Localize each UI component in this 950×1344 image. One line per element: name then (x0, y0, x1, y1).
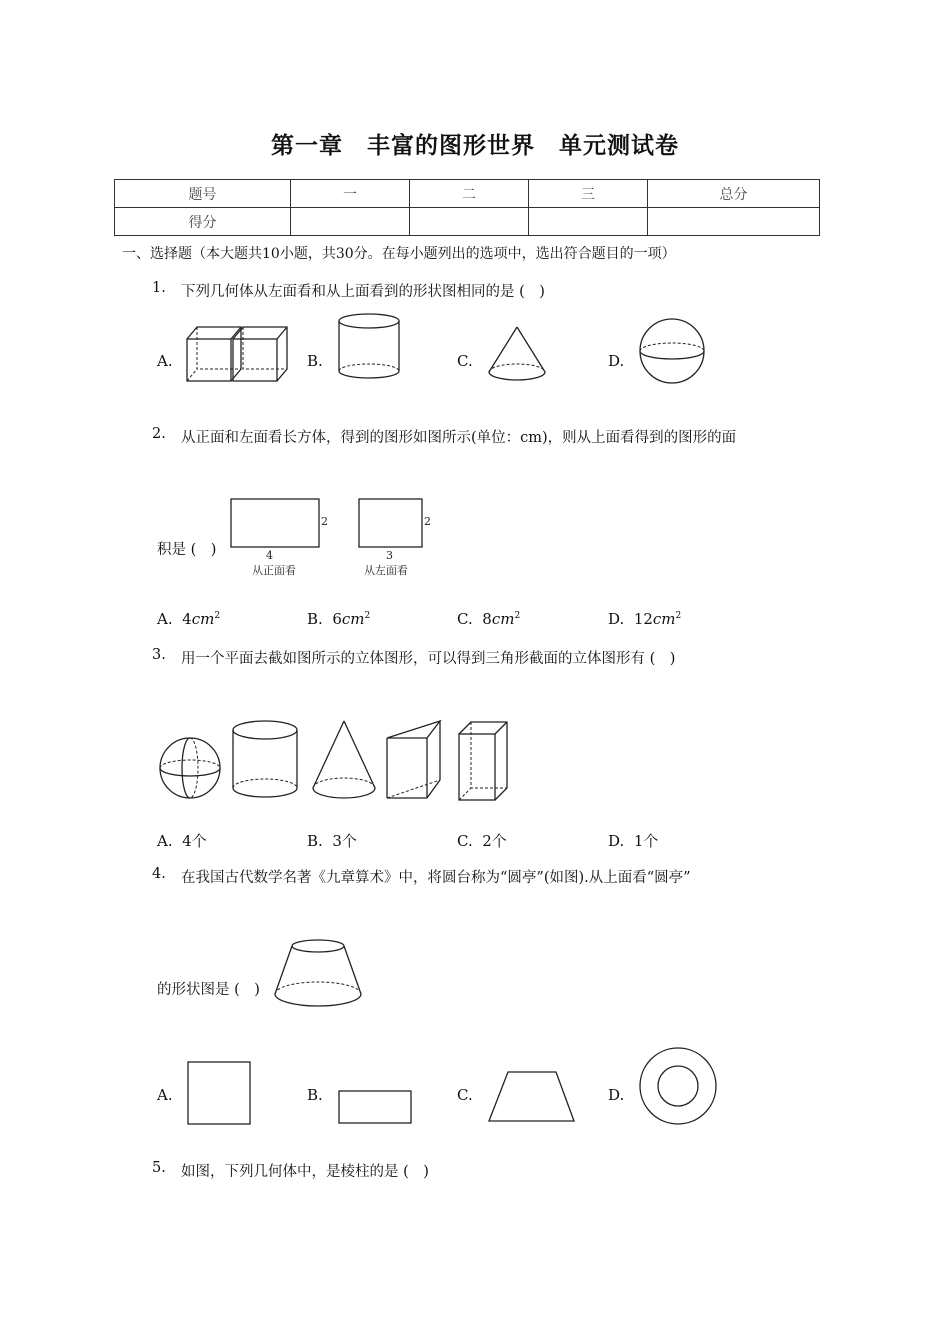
left-view-caption: 从左面看 (364, 564, 408, 577)
option-value: 4 (182, 610, 192, 628)
score-table (114, 179, 820, 236)
option-label[interactable]: B. (307, 352, 323, 370)
left-view-height: 2 (424, 515, 431, 528)
table-cell: 三 (529, 180, 648, 208)
trapezoid-icon (486, 1069, 580, 1125)
option-value: 6 (332, 610, 342, 628)
question-number: 1. (152, 280, 166, 296)
option-label: C. (457, 610, 473, 628)
front-view-caption: 从正面看 (252, 564, 296, 577)
square-icon (185, 1059, 255, 1127)
option-value: 2个 (482, 832, 507, 850)
question-number: 2. (152, 426, 166, 442)
table-cell: 二 (410, 180, 529, 208)
option-value: 3个 (332, 832, 357, 850)
rectangle-icon (336, 1088, 416, 1126)
table-cell: 一 (291, 180, 410, 208)
option-d[interactable] (608, 830, 658, 851)
front-view-figure (228, 496, 338, 584)
option-d[interactable] (608, 610, 681, 628)
table-row (115, 180, 820, 208)
option-b[interactable] (307, 830, 357, 851)
question-text-cont: 积是 ( ) (157, 542, 217, 558)
table-cell: 得分 (115, 208, 291, 236)
option-unit: cm (652, 610, 676, 628)
option-b[interactable] (307, 610, 370, 628)
option-label[interactable]: C. (457, 1086, 473, 1104)
score-input-1[interactable] (291, 208, 410, 236)
two-cubes-icon (183, 323, 293, 385)
table-cell: 总分 (648, 180, 820, 208)
question-text: 如图，下列几何体中，是棱柱的是 ( ) (181, 1164, 429, 1180)
option-label[interactable]: A. (157, 352, 173, 370)
sphere-icon (158, 736, 224, 800)
cone-icon (486, 324, 550, 384)
option-label[interactable]: D. (608, 1086, 625, 1104)
cylinder-icon (336, 311, 408, 385)
option-unit: cm (491, 610, 515, 628)
option-value: 12 (633, 610, 653, 628)
front-view-height: 2 (321, 515, 328, 528)
question-text: 从正面和左面看长方体，得到的图形如图所示(单位：cm)，则从上面看得到的图形的面 (181, 430, 737, 446)
option-value: 4个 (182, 832, 207, 850)
option-label: A. (157, 832, 173, 850)
question-text: 下列几何体从左面看和从上面看到的形状图相同的是 ( ) (181, 284, 545, 300)
score-input-total[interactable] (648, 208, 820, 236)
option-label: B. (307, 832, 323, 850)
section-heading: 一、选择题（本大题共10小题，共30分。在每小题列出的选项中，选出符合题目的一项） (122, 246, 676, 262)
left-view-width: 3 (386, 549, 393, 562)
option-c[interactable] (457, 830, 507, 851)
option-label: B. (307, 610, 323, 628)
left-view-figure (356, 496, 446, 584)
score-input-2[interactable] (410, 208, 529, 236)
option-a[interactable] (157, 610, 220, 628)
question-number: 4. (152, 866, 166, 882)
question-text: 在我国古代数学名著《九章算术》中，将圆台称为“圆亭”(如图).从上面看“圆亭” (181, 870, 691, 886)
option-exp: 2 (364, 611, 371, 621)
option-label[interactable]: B. (307, 1086, 323, 1104)
table-row (115, 208, 820, 236)
option-label: D. (608, 832, 625, 850)
option-label: A. (157, 610, 173, 628)
page-title: 第一章 丰富的图形世界 单元测试卷 (271, 132, 679, 159)
option-label[interactable]: D. (608, 352, 625, 370)
option-label: C. (457, 832, 473, 850)
question-number: 3. (152, 647, 166, 663)
annulus-icon (638, 1046, 720, 1128)
option-value: 8 (482, 610, 492, 628)
option-value: 1个 (633, 832, 659, 850)
option-label[interactable]: C. (457, 352, 473, 370)
option-exp: 2 (214, 611, 221, 621)
table-cell: 题号 (115, 180, 291, 208)
option-a[interactable] (157, 830, 207, 851)
option-c[interactable] (457, 610, 520, 628)
rectangular-prism-icon (456, 720, 512, 804)
score-input-3[interactable] (529, 208, 648, 236)
front-view-width: 4 (266, 549, 273, 562)
sphere-icon (638, 317, 708, 385)
option-unit: cm (191, 610, 215, 628)
triangular-prism-icon (384, 718, 446, 802)
cylinder-icon (230, 718, 302, 802)
option-unit: cm (341, 610, 365, 628)
frustum-icon (272, 936, 366, 1016)
option-label[interactable]: A. (157, 1086, 173, 1104)
cone-icon (310, 718, 380, 802)
question-text-cont: 的形状图是 ( ) (157, 982, 260, 998)
question-text: 用一个平面去截如图所示的立体图形，可以得到三角形截面的立体图形有 ( ) (181, 651, 676, 667)
option-exp: 2 (514, 611, 521, 621)
option-exp: 2 (675, 611, 682, 621)
option-label: D. (608, 610, 625, 628)
question-number: 5. (152, 1160, 166, 1176)
